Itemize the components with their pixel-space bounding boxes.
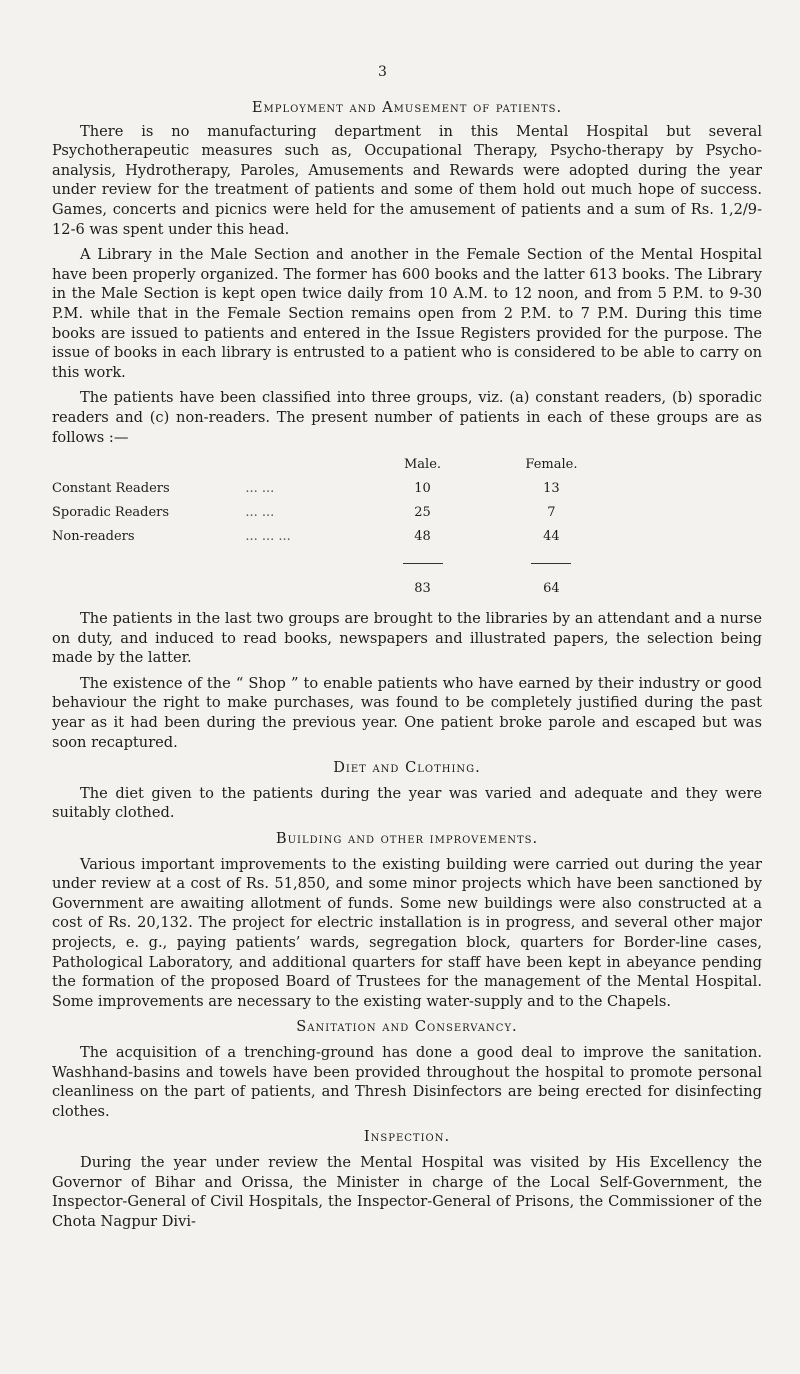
table-rule-row <box>52 549 632 573</box>
male-count: 25 <box>414 505 431 521</box>
paragraph-inspection: During the year under review the Mental Hospital was visited by His Excellency the Governor of Bihar and Orissa, the Minister in charge of the Local Self-Government, the Inspector-General of Civil Hospitals, the Inspector-General of Prisons, the Commissioner of the Chota Nagpur Divi- <box>52 1153 762 1230</box>
table-row <box>52 501 632 525</box>
row-dots: ... ... ... <box>245 529 291 545</box>
paragraph-diet: The diet given to the patients during the year was varied and adequate and they were suitably clothed. <box>52 784 762 822</box>
male-count: 10 <box>414 481 431 497</box>
readers-table <box>52 453 632 601</box>
paragraph-building: Various important improvements to the existing building were carried out during the year under review at a cost of Rs. 51,850, and some minor projects which have been sanctioned by Government are awaiting allotment of funds. Some new buildings were also constructed at a cost of Rs. 20,132. The project for electric installation is in progress, and several other major projects, e. g., paying patients’ wards, segregation block, quarters for Border-line cases, Pathological Laboratory, and additional quarters for staff have been kept in abeyance pending the formation of the proposed Board of Trustees for the management of the Mental Hospital. Some improvements are necessary to the existing water-supply and to the Chapels. <box>52 855 762 1010</box>
total-rule <box>531 563 571 564</box>
row-label: Constant Readers <box>52 481 170 497</box>
paragraph-shop: The existence of the “ Shop ” to enable patients who have earned by their industry or good behaviour the right to make purchases, was found to be completely justified during the past year as it had been during the previous year. One patient broke parole and escaped but was soon recaptured. <box>52 674 762 751</box>
paragraph-attendants: The patients in the last two groups are brought to the libraries by an attendant and a nurse on duty, and induced to read books, newspapers and illustrated papers, the selection being made by the latter. <box>52 610 762 667</box>
page-body <box>52 98 762 1237</box>
table-total-row <box>52 573 632 601</box>
section-heading-building: Building and other improvements. <box>275 830 539 848</box>
female-count: 7 <box>547 505 556 521</box>
section-heading-inspection: Inspection. <box>363 1128 451 1146</box>
total-rule <box>403 563 443 564</box>
page-number: 3 <box>378 64 387 80</box>
paragraph-sanitation: The acquisition of a trenching-ground has done a good deal to improve the sanitation. Washhand-basins and towels have been provided throughout the hospital to promote personal cleanliness on the part of patients, and Thresh Disinfectors are being erected for disinfecting clothes. <box>52 1043 762 1120</box>
row-dots: ... ... <box>245 481 275 497</box>
column-header-male: Male. <box>404 457 442 473</box>
female-count: 44 <box>543 529 560 545</box>
row-dots: ... ... <box>245 505 275 521</box>
table-row <box>52 525 632 549</box>
table-row <box>52 477 632 501</box>
section-heading-sanitation: Sanitation and Conservancy. <box>296 1018 518 1036</box>
section-heading-diet: Diet and Clothing. <box>333 759 481 777</box>
section-heading-employment: Employment and Amusement of patients. <box>251 99 563 116</box>
column-header-female: Female. <box>525 457 578 473</box>
male-total: 83 <box>414 581 431 597</box>
male-count: 48 <box>414 529 431 545</box>
row-label: Non-readers <box>52 529 135 545</box>
female-count: 13 <box>543 481 560 497</box>
female-total: 64 <box>543 581 560 597</box>
paragraph-reader-groups: The patients have been classified into three groups, viz. (a) constant readers, (b) sporadic readers and (c) non-readers. The present number of patients in each of these groups are as follows :— <box>52 389 762 446</box>
row-label: Sporadic Readers <box>52 505 170 521</box>
paragraph-employment-1: There is no manufacturing department in this Mental Hospital but several Psychotherapeutic measures such as, Occupational Therapy, Psycho-therapy by Psycho-analysis, Hydrotherapy, Paroles, Amusements and Rewards were adopted during the year under review for the treatment of patients and some of them hold out much hope of success. Games, concerts and picnics were held for the amusement of patients and a sum of Rs. 1,2/9-12-6 was spent under this head. <box>52 122 762 238</box>
paragraph-library: A Library in the Male Section and another in the Female Section of the Mental Hospital have been properly organized. The former has 600 books and the latter 613 books. The Library in the Male Section is kept open twice daily from 10 A.M. to 12 noon, and from 5 P.M. to 9-30 P.M. while that in the Female Section remains open from 2 P.M. to 7 P.M. During this time books are issued to patients and entered in the Issue Registers provided for the purpose. The issue of books in each library is entrusted to a patient who is considered to be able to carry on this work. <box>52 246 762 381</box>
table-header-row <box>52 453 632 477</box>
